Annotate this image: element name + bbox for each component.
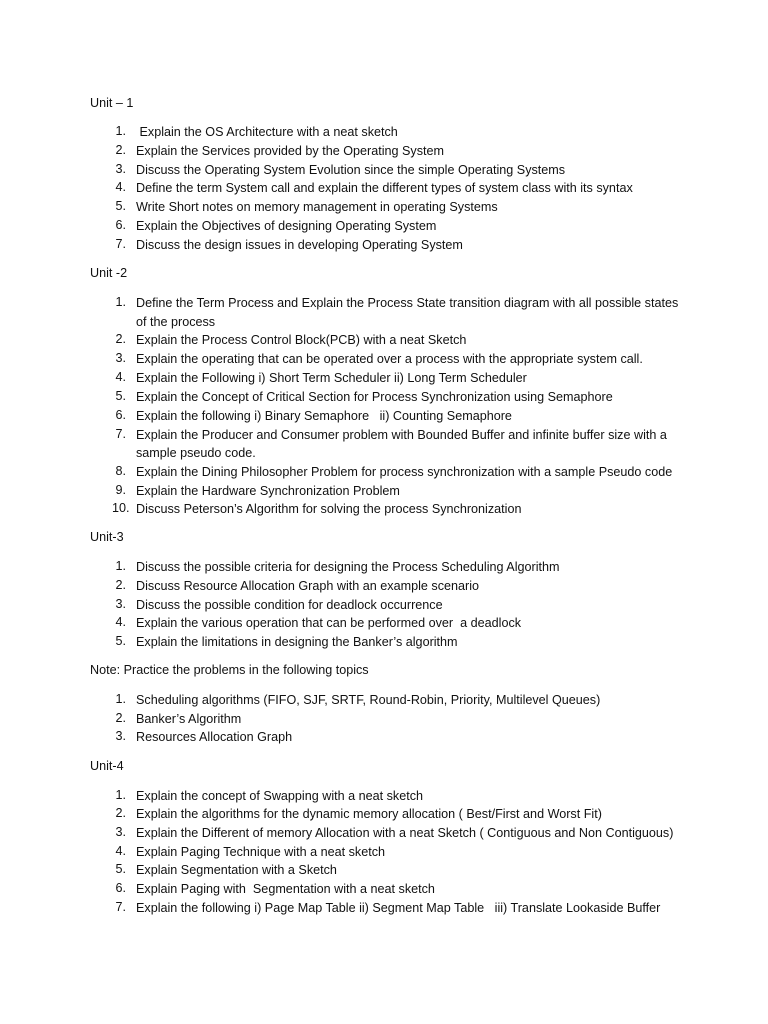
section-heading-unit-1: Unit – 1 [90,96,134,110]
document-page: Unit – 1 1. Explain the OS Architecture with a neat sketch 2. Explain the Services provided by the Operating System 3. Discuss the Operating System Evolution since the simple Operating Systems 4. Define the term System call and explain the different types of system class with its syntax 5. Write Short notes on memory management in operating Systems 6. Explain the Objectives of designing Operating System 7. Discuss the design issues in developing Operating System Unit -2 1. Define the Term Process and Explain the Process State transition diagram with all possible states of the process 2. Explain the Process Control Block(PCB) with a neat Sketch 3. Explain the operating that can be operated over a process with the appropriate system call. 4. Explain the Following i) Short Term Scheduler ii) Long Term Scheduler 5. Explain the Concept of Critical Section for Process Synchronization using Semaphore 6. Explain the following i) Binary Semaphore ii) Counting Semaphore 7. Explain the Producer and Consumer problem with Bounded Buffer and infinite buffer size with a sample pseudo code. 8. Explain the Dining Philosopher Problem for process synchronization with a sample Pseudo code 9. Explain the Hardware Synchronization Problem 10. Discuss Peterson’s Algorithm for solving the process Synchronization Unit-3 1. Discuss the possible criteria for designing the Process Scheduling Algorithm 2. Discuss Resource Allocation Graph with an example scenario 3. Discuss the possible condition for deadlock occurrence 4. Explain the various operation that can be performed over a deadlock 5. Explain the limitations in designing the Banker’s algorithm Note: Practice the problems in the following topics 1. Scheduling algorithms (FIFO, SJF, SRTF, Round-Robin, Priority, Multilevel Queues) 2. Banker’s Algorithm 3. Resources Allocation Graph Unit-4 1. Explain the concept of Swapping with a neat sketch 2. Explain the algorithms for the dynamic memory allocation ( Best/First and Worst Fit) 3. Explain the Different of memory Allocation with a neat Sketch ( Contiguous and Non Contiguous) 4. Explain Paging Technique with a neat sketch 5. Explain Segmentation with a Sketch 6. Explain Paging with Segmentation with a neat sketch 7. Explain the following i) Page Map Table ii) Segment Map Table iii) Translate Lookaside Buffer [90,96,679,915]
section-heading-unit-3: Unit-3 [90,530,124,544]
section-heading-unit-4: Unit-4 [90,759,124,773]
note-heading: Note: Practice the problems in the following topics [90,663,369,677]
section-heading-unit-2: Unit -2 [90,266,128,280]
